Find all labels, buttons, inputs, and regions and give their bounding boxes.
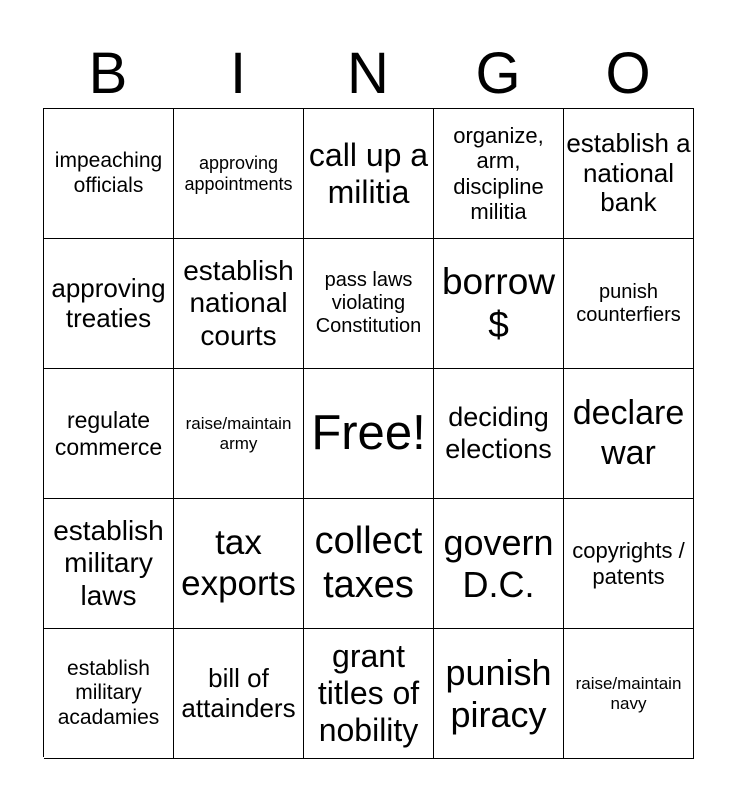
cell-text: impeaching officials xyxy=(54,149,163,197)
header-letter-i: I xyxy=(229,41,247,106)
free-space-text: Free! xyxy=(311,406,426,461)
cell-text: copyrights / patents xyxy=(572,538,685,589)
bingo-cell[interactable] xyxy=(434,369,564,499)
header-letter-g: G xyxy=(475,41,521,106)
cell-text: establish military acadamies xyxy=(57,657,160,729)
cell-text: tax exports xyxy=(181,523,296,603)
cell-text: approving appointments xyxy=(184,152,293,194)
bingo-cell[interactable] xyxy=(44,629,174,759)
bingo-cell[interactable] xyxy=(564,629,694,759)
header-letter-o: O xyxy=(605,41,651,106)
cell-text: punish counterfiers xyxy=(576,280,681,326)
bingo-cell[interactable] xyxy=(564,369,694,499)
bingo-cell[interactable] xyxy=(434,629,564,759)
cell-text: pass laws violating Constitution xyxy=(315,269,422,337)
bingo-cell[interactable] xyxy=(434,239,564,369)
bingo-cell[interactable] xyxy=(304,499,434,629)
cell-text: establish national courts xyxy=(183,255,294,351)
bingo-cell[interactable] xyxy=(304,629,434,759)
cell-text: regulate commerce xyxy=(54,407,163,460)
cell-text: approving treaties xyxy=(51,272,166,333)
cell-text: establish military laws xyxy=(53,515,164,611)
bingo-cell[interactable] xyxy=(174,109,304,239)
bingo-cell[interactable] xyxy=(564,109,694,239)
cell-text: organize, arm, discipline militia xyxy=(453,122,544,224)
header-letter-b: B xyxy=(88,41,128,106)
bingo-cell[interactable] xyxy=(304,239,434,369)
bingo-cell[interactable] xyxy=(564,239,694,369)
bingo-header xyxy=(43,40,693,108)
bingo-board xyxy=(43,108,694,757)
bingo-cell[interactable] xyxy=(434,499,564,629)
free-space[interactable] xyxy=(304,369,434,499)
cell-text: call up a militia xyxy=(308,136,429,210)
bingo-cell[interactable] xyxy=(44,109,174,239)
bingo-cell[interactable] xyxy=(174,239,304,369)
cell-text: collect taxes xyxy=(314,519,423,606)
bingo-cell[interactable] xyxy=(44,239,174,369)
cell-text: raise/maintain navy xyxy=(575,673,682,713)
cell-text: govern D.C. xyxy=(443,522,554,605)
bingo-cell[interactable] xyxy=(174,499,304,629)
cell-text: bill of attainders xyxy=(181,662,296,723)
bingo-cell[interactable] xyxy=(304,109,434,239)
bingo-cell[interactable] xyxy=(434,109,564,239)
cell-text: establish a national bank xyxy=(566,127,691,218)
cell-text: declare war xyxy=(572,394,685,472)
cell-text: raise/maintain army xyxy=(185,413,292,453)
cell-text: borrow $ xyxy=(441,260,556,345)
bingo-cell[interactable] xyxy=(564,499,694,629)
cell-text: deciding elections xyxy=(445,402,552,464)
cell-text: punish piracy xyxy=(445,652,552,735)
cell-text: grant titles of nobility xyxy=(317,638,420,748)
header-letter-n: N xyxy=(347,41,389,106)
bingo-cell[interactable] xyxy=(174,629,304,759)
bingo-cell[interactable] xyxy=(44,369,174,499)
bingo-cell[interactable] xyxy=(174,369,304,499)
bingo-cell[interactable] xyxy=(44,499,174,629)
